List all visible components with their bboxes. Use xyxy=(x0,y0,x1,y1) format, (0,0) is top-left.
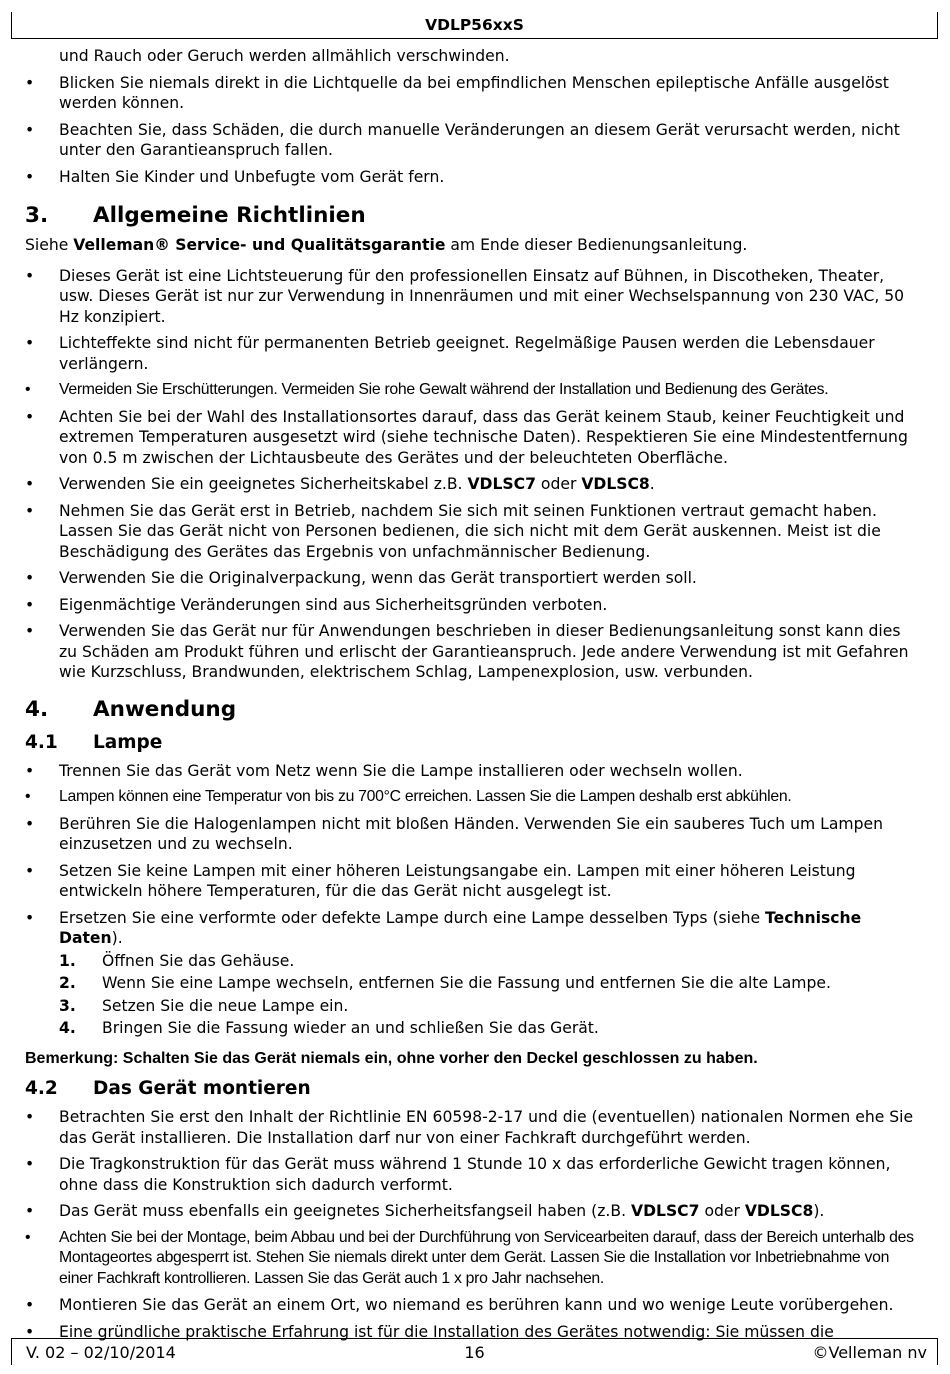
subsection-heading xyxy=(25,1077,920,1101)
list-item: • Setzen Sie keine Lampen mit einer höheren Leistungsangabe ein. Lampen mit einer höheren Leistung entwickeln höhere Temperaturen, für die das Gerät nicht ausgelegt ist. xyxy=(25,861,856,900)
bullet-icon: • xyxy=(25,908,35,927)
numbered-steps xyxy=(59,951,920,1039)
step-item: 4. Bringen Sie die Fassung wieder an und schließen Sie das Gerät. xyxy=(59,1019,599,1037)
bullet-icon: • xyxy=(25,761,35,780)
list-item: • Halten Sie Kinder und Unbefugte vom Gerät fern. xyxy=(25,167,445,186)
list-item: • Eine gründliche praktische Erfahrung ist für die Installation des Gerätes notwendig: Sie müssen die xyxy=(25,1322,834,1341)
list-item: • Verwenden Sie ein geeignetes Sicherheitskabel z.B. VDLSC7 oder VDLSC8. xyxy=(25,475,655,493)
step-item: 1. Öffnen Sie das Gehäuse. xyxy=(59,951,295,970)
bullet-icon: • xyxy=(25,334,35,352)
section-heading xyxy=(25,697,920,723)
section-number: 4. xyxy=(25,696,49,722)
section-intro: Siehe Velleman® Service- und Qualitätsgarantie am Ende dieser Bedienungsanleitung. xyxy=(25,236,748,254)
step-number: 4. xyxy=(59,1019,76,1037)
bullet-icon: • xyxy=(25,1296,35,1314)
list-item: • Achten Sie bei der Montage, beim Abbau und bei der Durchführung von Servicearbeiten darauf, dass der Bereich unterhalb des Montageortes abgesperrt ist. Stehen Sie niemals direkt unter dem Gerät. Lassen Sie die Installation vor Inbetriebnahme von einer Fachkraft kontrollieren. Lassen Sie das Gerät auch 1 x pro Jahr nachsehen. xyxy=(25,1228,914,1287)
section-number: 3. xyxy=(25,203,49,228)
list-item: • Verwenden Sie das Gerät nur für Anwendungen beschrieben in dieser Bedienungsanleitung sonst kann dies zu Schäden am Produkt führen und erlischt der Garantieanspruch. Jede andere Verwendung ist mit Gefahren wie Kurzschluss, Brandwunden, elektrischem Schlag, Lampenexplosion, usw. verbunden. xyxy=(25,622,909,681)
list-item: • Nehmen Sie das Gerät erst in Betrieb, nachdem Sie sich mit seinen Funktionen vertraut gemacht haben. Lassen Sie das Gerät nicht von Personen bedienen, die sich nicht mit dem Gerät auskennen. Meist ist die Beschädigung des Gerätes das Ergebnis von unfachmännischer Bedienung. xyxy=(25,501,881,561)
step-number: 3. xyxy=(59,996,76,1015)
section-heading xyxy=(25,203,920,229)
bullet-icon: • xyxy=(25,73,35,92)
subsection-title: Lampe xyxy=(93,731,163,753)
page-header xyxy=(11,12,938,39)
list-item: • Achten Sie bei der Wahl des Installationsortes darauf, dass das Gerät keinem Staub, keiner Feuchtigkeit und extremen Temperaturen ausgesetzt wird (siehe technische Daten). Respektieren Sie eine Mindestentfernung von 0.5 m zwischen der Lichtausbeute des Gerätes und der beleuchteten Oberfläche. xyxy=(25,407,908,467)
subsection-number: 4.2 xyxy=(25,1078,58,1099)
bullet-icon: • xyxy=(25,501,35,520)
bullet-icon: • xyxy=(25,381,31,398)
bullet-icon: • xyxy=(25,569,35,587)
list-item: • Dieses Gerät ist eine Lichtsteuerung für den professionellen Einsatz auf Bühnen, in Discotheken, Theater, usw. Dieses Gerät ist nur zur Verwendung in Innenräumen und mit einer Wechselspannung von 230 VAC, 50 Hz konzipiert. xyxy=(25,266,905,326)
bullet-icon: • xyxy=(25,1322,35,1341)
header-title: VDLP56xxS xyxy=(425,16,524,34)
bullet-icon: • xyxy=(25,407,35,426)
list-item: • Lampen können eine Temperatur von bis zu 700°C erreichen. Lassen Sie die Lampen deshalb erst abkühlen. xyxy=(25,787,920,808)
bullet-icon: • xyxy=(25,1108,35,1126)
section-title: Anwendung xyxy=(93,696,237,722)
bullet-icon: • xyxy=(25,622,35,640)
list-item: • Lichteffekte sind nicht für permanenten Betrieb geeignet. Regelmäßige Pausen werden die Lebensdauer verlängern. xyxy=(25,334,875,373)
intro-continuation: und Rauch oder Geruch werden allmählich verschwinden. xyxy=(59,47,510,65)
list-item: • Das Gerät muss ebenfalls ein geeignetes Sicherheitsfangseil haben (z.B. VDLSC7 oder VDLSC8). xyxy=(25,1202,825,1220)
bullet-icon: • xyxy=(25,475,35,493)
step-number: 1. xyxy=(59,951,76,970)
list-item: • Blicken Sie niemals direkt in die Lichtquelle da bei empfindlichen Menschen epileptische Anfälle ausgelöst werden können. xyxy=(25,73,889,112)
section-title: Allgemeine Richtlinien xyxy=(93,203,366,228)
page-content xyxy=(25,46,920,1348)
subsection-title: Das Gerät montieren xyxy=(93,1078,311,1099)
list-item: • Eigenmächtige Veränderungen sind aus Sicherheitsgründen verboten. xyxy=(25,595,608,614)
list-item: • Verwenden Sie die Originalverpackung, wenn das Gerät transportiert werden soll. xyxy=(25,569,697,587)
list-item: • Berühren Sie die Halogenlampen nicht mit bloßen Händen. Verwenden Sie ein sauberes Tuch um Lampen einzusetzen und zu wechseln. xyxy=(25,814,883,853)
subsection-heading xyxy=(25,731,920,755)
list-item: • Montieren Sie das Gerät an einem Ort, wo niemand es berühren kann und wo wenige Leute vorübergehen. xyxy=(25,1296,894,1314)
list-item: • Trennen Sie das Gerät vom Netz wenn Sie die Lampe installieren oder wechseln wollen. xyxy=(25,761,743,780)
bullet-icon: • xyxy=(25,861,35,880)
footer-copyright: ©Velleman nv xyxy=(812,1343,927,1362)
bullet-icon: • xyxy=(25,1202,35,1220)
list-item: • Die Tragkonstruktion für das Gerät muss während 1 Stunde 10 x das erforderliche Gewicht tragen können, ohne dass die Konstruktion sich dadurch verformt. xyxy=(25,1155,891,1194)
footer-version: V. 02 – 02/10/2014 xyxy=(26,1343,176,1362)
bullet-icon: • xyxy=(25,595,35,614)
step-number: 2. xyxy=(59,974,76,992)
step-item: 2. Wenn Sie eine Lampe wechseln, entfernen Sie die Fassung und entfernen Sie die alte Lampe. xyxy=(59,974,831,992)
list-item: • Vermeiden Sie Erschütterungen. Vermeiden Sie rohe Gewalt während der Installation und Bedienung des Gerätes. xyxy=(25,380,920,401)
bullet-icon: • xyxy=(25,788,31,805)
bullet-icon: • xyxy=(25,1228,31,1246)
footer-page-number: 16 xyxy=(464,1343,485,1362)
list-item: • Ersetzen Sie eine verformte oder defekte Lampe durch eine Lampe desselben Typs (siehe Technische Daten). xyxy=(25,908,862,947)
bullet-icon: • xyxy=(25,167,35,186)
bullet-icon: • xyxy=(25,266,35,285)
step-item: 3. Setzen Sie die neue Lampe ein. xyxy=(59,996,349,1015)
list-item: • Betrachten Sie erst den Inhalt der Richtlinie EN 60598-2-17 und die (eventuellen) nationalen Normen ehe Sie das Gerät installieren. Die Installation darf nur von einer Fachkraft durchgeführt werden. xyxy=(25,1108,914,1147)
bullet-icon: • xyxy=(25,814,35,833)
bullet-icon: • xyxy=(25,120,35,139)
subsection-number: 4.1 xyxy=(25,731,58,753)
bullet-icon: • xyxy=(25,1155,35,1173)
list-item: • Beachten Sie, dass Schäden, die durch manuelle Veränderungen an diesem Gerät verursacht werden, nicht unter den Garantieanspruch fallen. xyxy=(25,120,900,159)
page-footer xyxy=(11,1338,938,1365)
remark-note: Bemerkung: Schalten Sie das Gerät niemals ein, ohne vorher den Deckel geschlossen zu haben. xyxy=(25,1049,758,1067)
